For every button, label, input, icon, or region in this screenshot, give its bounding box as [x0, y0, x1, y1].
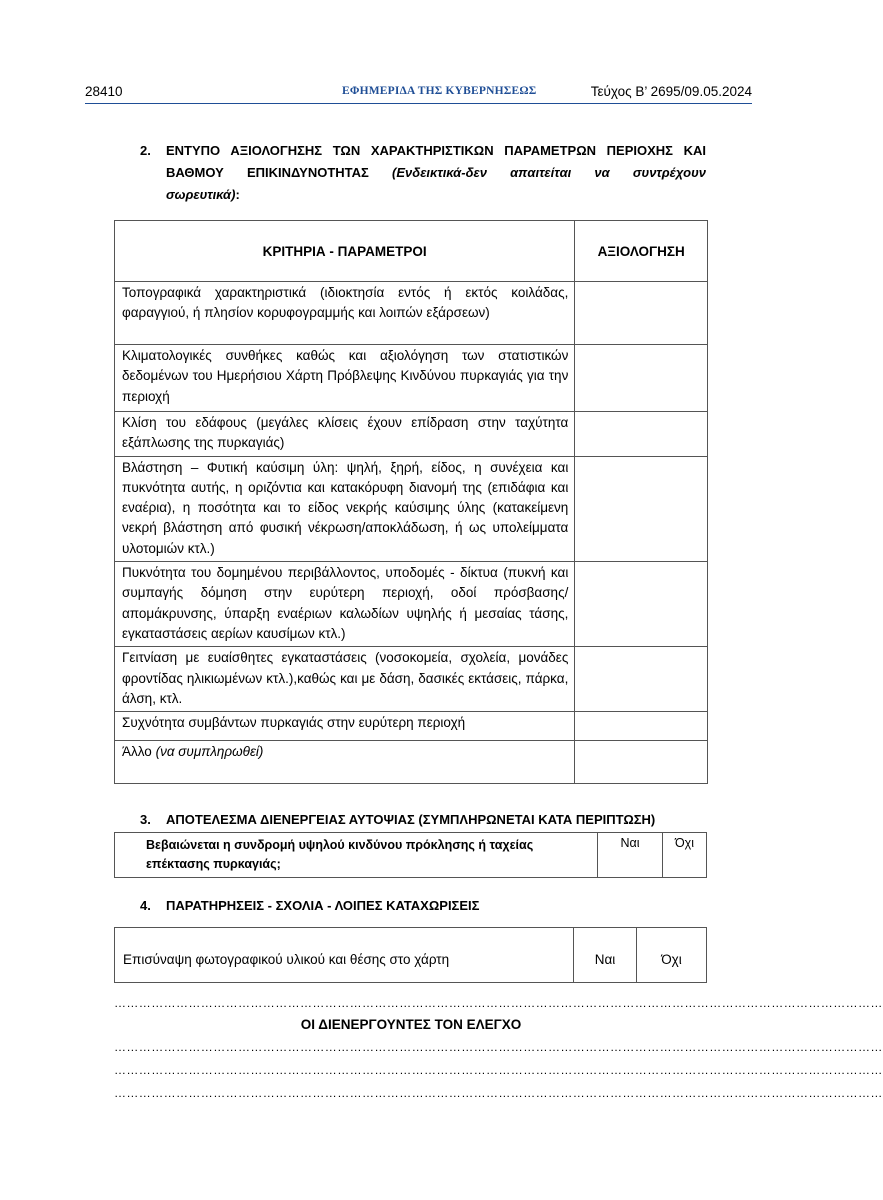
section-3-heading: [140, 812, 655, 827]
page-number: 28410: [85, 84, 123, 99]
section-2-colon: :: [235, 187, 240, 202]
table-row: [115, 712, 708, 741]
table-row: [115, 562, 708, 647]
criterion-other: [115, 741, 574, 764]
section-2-line-3: [140, 184, 706, 206]
section-2-heading: [140, 140, 706, 206]
criterion-built-environment: Πυκνότητα του δομημένου περιβάλλοντος, υποδομές - δίκτυα (πυκνή και συμπαγής δόμηση στην ευρύτερη περιοχή, οδοί πρόσβασης/απομάκρυνσης, ύπαρξη εναέριων καλωδίων υψηλής ή μεσαίας τάσης, εγκαταστάσεις αερίων καυσίμων κτλ.): [122, 565, 569, 641]
evaluation-cell[interactable]: [575, 282, 708, 345]
criteria-column-header: ΚΡΙΤΗΡΙΑ - ΠΑΡΑΜΕΤΡΟΙ: [115, 221, 575, 282]
section-2-title-part-1: ΕΝΤΥΠΟ ΑΞΙΟΛΟΓΗΣΗΣ ΤΩΝ ΧΑΡΑΚΤΗΡΙΣΤΙΚΩΝ ΠΑΡΑΜΕΤΡΩΝ ΠΕΡΙΟΧΗΣ ΚΑΙ: [166, 143, 706, 158]
table-row: [115, 647, 708, 712]
remarks-dotted-line[interactable]: ……………………………………………………………………………………………………………………………………………………………………: [114, 996, 883, 1010]
evaluation-cell[interactable]: [575, 741, 708, 784]
section-4-heading: [140, 898, 479, 913]
photo-attachment-label: Επισύναψη φωτογραφικού υλικού και θέσης στο χάρτη: [115, 928, 574, 983]
inspection-result-table: [114, 832, 707, 878]
evaluation-column-header: ΑΞΙΟΛΟΓΗΣΗ: [575, 221, 708, 282]
table-row: [115, 456, 708, 561]
evaluation-cell[interactable]: [575, 647, 708, 712]
header-rule: [85, 103, 752, 104]
evaluation-cell[interactable]: [575, 345, 708, 412]
inspector-dotted-line-2[interactable]: ……………………………………………………………………………………………………………………………………………………………………: [114, 1063, 883, 1077]
evaluation-cell[interactable]: [575, 712, 708, 741]
criterion-other-note: (να συμπληρωθεί): [155, 744, 264, 760]
criterion-fire-frequency: Συχνότητα συμβάντων πυρκαγιάς στην ευρύτερη περιοχή: [122, 715, 466, 731]
section-2-note-part-2: σωρευτικά): [166, 187, 236, 202]
high-risk-question: Βεβαιώνεται η συνδρομή υψηλού κινδύνου πρόκλησης ή ταχείας επέκτασης πυρκαγιάς;: [115, 833, 598, 878]
table-row: [115, 412, 708, 457]
evaluation-cell[interactable]: [575, 562, 708, 647]
table-row: [115, 833, 707, 878]
section-3-title: ΑΠΟΤΕΛΕΣΜΑ ΔΙΕΝΕΡΓΕΙΑΣ ΑΥΤΟΨΙΑΣ (ΣΥΜΠΛΗΡΩΝΕΤΑΙ ΚΑΤΑ ΠΕΡΙΠΤΩΣΗ): [166, 812, 656, 827]
criterion-climate: Κλιματολογικές συνθήκες καθώς και αξιολόγηση των στατιστικών δεδομένων του Ημερήσιου Χάρτη Πρόβλεψης Κινδύνου πυρκαγιάς για την περιοχή: [122, 348, 569, 404]
section-4-number: 4.: [140, 898, 151, 913]
criteria-table: [114, 220, 708, 784]
photo-attachment-yes-option[interactable]: Ναι: [574, 928, 637, 983]
section-3-number: 3.: [140, 812, 151, 827]
issue-reference: Τεύχος Β’ 2695/09.05.2024: [590, 84, 752, 99]
inspectors-heading: ΟΙ ΔΙΕΝΕΡΓΟΥΝΤΕΣ ΤΟΝ ΕΛΕΓΧΟ: [300, 1017, 522, 1032]
criterion-slope: Κλίση του εδάφους (μεγάλες κλίσεις έχουν επίδραση στην ταχύτητα εξάπλωσης της πυρκαγιάς): [122, 415, 569, 451]
section-2-number: 2.: [140, 143, 151, 158]
criterion-vegetation: Βλάστηση – Φυτική καύσιμη ύλη: ψηλή, ξηρή, είδος, η συνέχεια και πυκνότητα αυτής, η οριζόντια και κατακόρυφη διανομή της (επιδάφια και εναέρια), η ποσότητα και το είδος νεκρής καύσιμης ύλης (κατακείμενη νεκρή βλάστηση από φυσική νέκρωση/αποκλάδωση, ή ως υπολείμματα υλοτομιών κτλ.): [122, 459, 569, 556]
criterion-sensitive-facilities: Γειτνίαση με ευαίσθητες εγκαταστάσεις (νοσοκομεία, σχολεία, μονάδες φροντίδας ηλικιωμένων κτλ.),καθώς και με δάση, δασικές εκτάσεις, πάρκα, άλση, κτλ.: [122, 650, 569, 706]
criterion-topography: Τοπογραφικά χαρακτηριστικά (ιδιοκτησία εντός ή εκτός κοιλάδας, φαραγγιού, ή πλησίον κορυφογραμμής και λοιπών εξάρσεων): [122, 285, 569, 321]
section-2-line-2: [140, 162, 706, 184]
criterion-other-label: Άλλο: [122, 744, 156, 760]
table-row: [115, 345, 708, 412]
table-row: [115, 282, 708, 345]
gazette-title: ΕΦΗΜΕΡΙΔΑ ΤΗΣ ΚΥΒΕΡΝΗΣΕΩΣ: [342, 85, 537, 97]
section-4-title: ΠΑΡΑΤΗΡΗΣΕΙΣ - ΣΧΟΛΙΑ - ΛΟΙΠΕΣ ΚΑΤΑΧΩΡΙΣΕΙΣ: [166, 898, 480, 913]
evaluation-cell[interactable]: [575, 412, 708, 457]
table-row: [115, 928, 707, 983]
criteria-header-row: [115, 221, 708, 282]
evaluation-cell[interactable]: [575, 456, 708, 561]
section-2-note-part-1: (Ενδεικτικά-δεν απαιτείται να συντρέχουν: [392, 165, 707, 180]
inspector-dotted-line-1[interactable]: ……………………………………………………………………………………………………………………………………………………………………: [114, 1040, 883, 1054]
high-risk-no-option[interactable]: Όχι: [663, 833, 707, 878]
table-row: [115, 741, 708, 784]
high-risk-yes-option[interactable]: Ναι: [598, 833, 663, 878]
section-2-line-1: [140, 140, 706, 162]
photo-attachment-no-option[interactable]: Όχι: [637, 928, 707, 983]
section-2-title-part-2: ΒΑΘΜΟΥ ΕΠΙΚΙΝΔΥΝΟΤΗΤΑΣ: [166, 165, 393, 180]
attachment-table: [114, 927, 707, 983]
inspector-dotted-line-3[interactable]: ……………………………………………………………………………………………………………………………………………………………………: [114, 1086, 883, 1100]
